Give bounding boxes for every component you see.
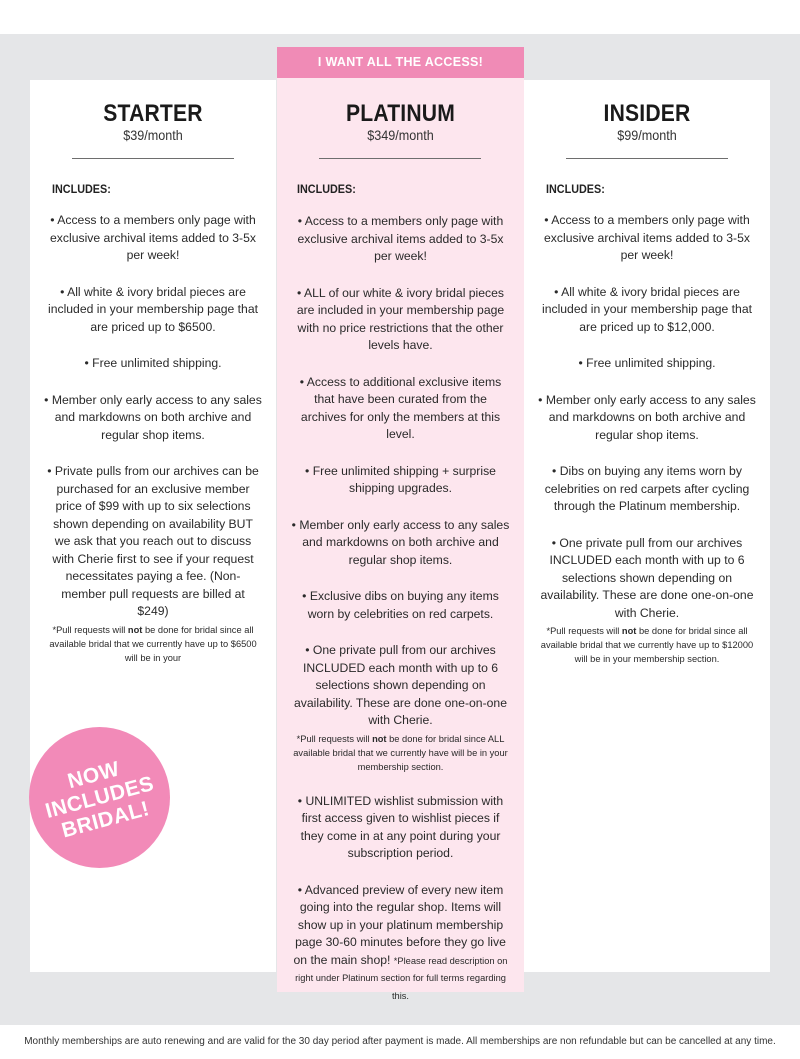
plan-price: $39/month [123,127,183,143]
badge-text: NOW INCLUDES BRIDAL! [42,757,157,843]
note-text: be done for bridal since ALL available bridal that we currently have will be in your membership section. [293,733,508,772]
note-text: be done for bridal since all available bridal that we currently have up to $6500 will be in your [49,624,257,663]
feature-item [44,463,262,665]
platinum-banner: I WANT ALL THE ACCESS! [277,47,524,78]
feature-text: • Private pulls from our archives can be purchased for an exclusive member price of $99 with up to six selections shown depending on availability BUT we ask that you reach out to discuss with Cherie first to see if your request necessitates paying a fee. (Non-member pull requests are billed at $249) [47,464,259,618]
includes-label: INCLUDES: [297,182,356,196]
feature-text: • Advanced preview of every new item going into the regular shop. Items will show up in your platinum membership page 30-60 minutes before they go live on the main shop! [293,882,506,967]
feature-list [291,213,510,1004]
feature-item [538,535,756,667]
feature-item: • All white & ivory bridal pieces are included in your membership page that are priced up to $12,000. [541,284,753,334]
feature-item: • Member only early access to any sales and markdowns on both archive and regular shop items. [44,392,262,442]
bridal-badge [29,727,170,868]
feature-item: • Access to additional exclusive items that have been curated from the archives for only the members at this level. [299,374,502,441]
note-text: be done for bridal since all available bridal that we currently have up to $12000 will be in your membership section. [540,626,754,664]
note-emphasis: not [621,626,637,636]
feature-item: • Member only early access to any sales and markdowns on both archive and regular shop items. [538,392,756,442]
footer-disclaimer: Monthly memberships are auto renewing and are valid for the 30 day period after payment is made. All memberships are non refundable but can be cancelled at any time. [24,1036,776,1047]
plan-card-insider [524,80,770,972]
feature-item: • Member only early access to any sales and markdowns on both archive and regular shop items. [291,517,510,567]
plan-name: PLATINUM [346,100,455,127]
feature-note [291,732,510,774]
feature-item: • Free unlimited shipping + surprise shipping upgrades. [305,463,496,495]
feature-item: • Access to a members only page with exclusive archival items added to 3-5x per week! [50,213,256,262]
feature-note [44,623,262,665]
includes-label: INCLUDES: [52,182,111,196]
feature-item: • Access to a members only page with exclusive archival items added to 3-5x per week! [297,214,504,263]
feature-item: • Exclusive dibs on buying any items worn by celebrities on red carpets. [302,589,499,621]
includes-label: INCLUDES: [546,182,605,196]
note-emphasis: not [372,733,387,744]
feature-note: *Please read description on right under Platinum section for full terms regarding this. [295,955,508,1001]
feature-item: • Free unlimited shipping. [578,356,716,370]
divider [319,158,481,159]
plan-price: $99/month [617,127,677,143]
feature-item [291,642,510,774]
feature-item: • Dibs on buying any items worn by celebrities on red carpets after cycling through the Platinum membership. [544,464,750,513]
divider [566,158,728,159]
plan-price: $349/month [367,127,434,143]
feature-list [538,212,756,666]
note-text: *Pull requests will [296,733,373,744]
feature-list [44,212,262,665]
feature-text: • One private pull from our archives INCLUDED each month with up to 6 selections shown depending on availability. These are done one-on-one with Cherie. [294,643,507,727]
note-text: *Pull requests will [52,624,128,635]
plan-name: INSIDER [603,100,691,127]
plan-name: STARTER [103,100,203,127]
divider [72,158,234,159]
feature-note [538,624,756,666]
feature-item: • All white & ivory bridal pieces are included in your membership page that are priced up to $6500. [47,284,259,334]
feature-text: • One private pull from our archives INCLUDED each month with up to 6 selections shown depending on availability. These are done one-on-one with Cherie. [540,535,754,620]
feature-item: • Free unlimited shipping. [84,356,222,370]
note-text: *Pull requests will [546,626,622,636]
feature-item: • ALL of our white & ivory bridal pieces are included in your membership page with no price restrictions that the other levels have. [296,285,505,352]
feature-item: • Access to a members only page with exclusive archival items added to 3-5x per week! [544,213,750,262]
plan-card-platinum [277,78,524,1001]
feature-item: • UNLIMITED wishlist submission with first access given to wishlist pieces if they come in at any point during your subscription period. [297,793,504,860]
feature-item [291,882,510,1005]
note-emphasis: not [127,624,143,635]
